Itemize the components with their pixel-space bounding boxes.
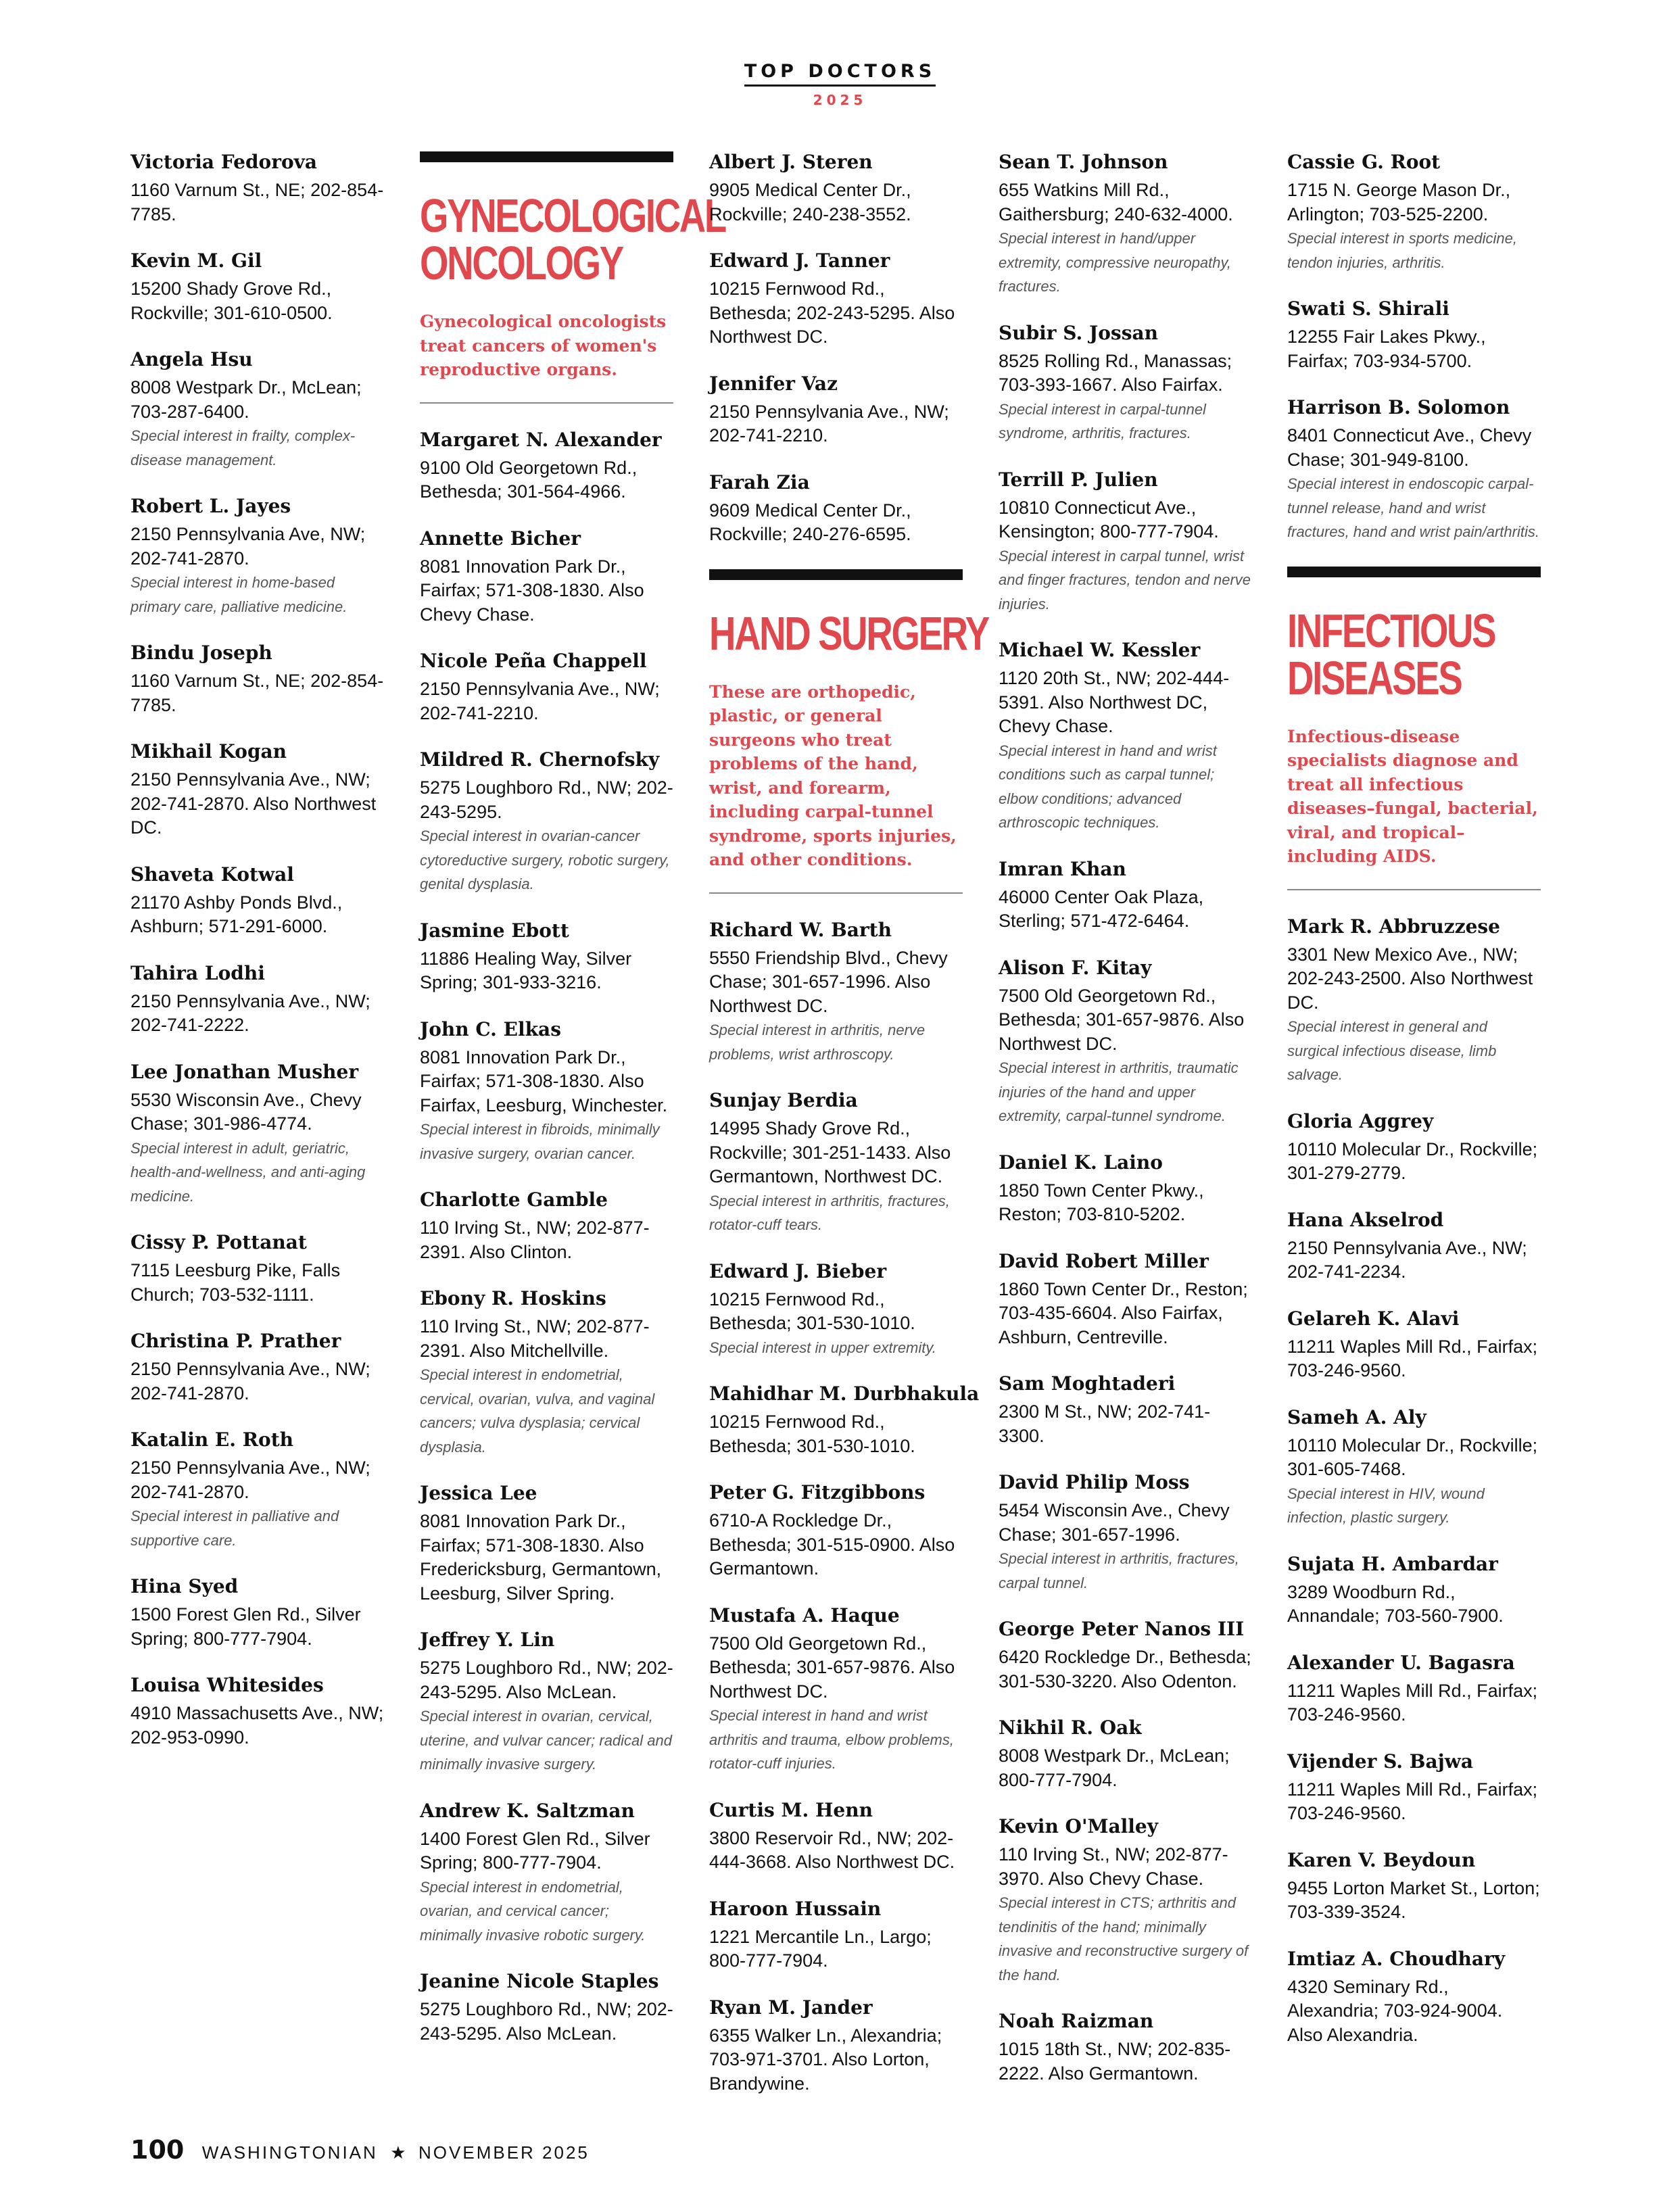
doctor-entry: [709, 1481, 963, 1581]
doctor-name: Louisa Whitesides: [130, 1674, 324, 1696]
doctor-name: Gelareh K. Alavi: [1287, 1307, 1460, 1330]
doctor-address: 110 Irving St., NW; 202-877-3970. Also Chevy Chase.: [999, 1844, 1228, 1889]
doctor-entry: [1287, 915, 1541, 1087]
doctor-address: 11211 Waples Mill Rd., Fairfax; 703-246-9560.: [1287, 1680, 1538, 1725]
doctor-entry: [420, 1188, 673, 1264]
star-icon: ★: [390, 2142, 406, 2163]
doctor-list: [130, 150, 384, 1750]
magazine-name: WASHINGTONIAN: [201, 2142, 378, 2163]
doctor-name: Alison F. Kitay: [999, 956, 1152, 979]
doctor-address: 9609 Medical Center Dr., Rockville; 240-276-6595.: [709, 500, 911, 544]
doctor-entry: [1287, 1750, 1541, 1826]
doctor-entry: [420, 1969, 673, 2046]
doctor-address: 46000 Center Oak Plaza, Sterling; 571-472-6464.: [999, 886, 1204, 931]
doctor-name: Alexander U. Bagasra: [1287, 1651, 1515, 1674]
doctor-name: Peter G. Fitzgibbons: [709, 1481, 926, 1504]
doctor-name: Andrew K. Saltzman: [420, 1799, 635, 1822]
doctor-address: 1860 Town Center Dr., Reston; 703-435-6604. Also Fairfax, Ashburn, Centreville.: [999, 1278, 1248, 1347]
doctor-address: 1715 N. George Mason Dr., Arlington; 703-525-2200.: [1287, 180, 1511, 224]
doctor-name: Michael W. Kessler: [999, 639, 1201, 661]
doctor-name: Harrison B. Solomon: [1287, 396, 1510, 418]
special-interest-note: Special interest in frailty, complex-disease management.: [130, 427, 356, 468]
doctor-name: Kevin M. Gil: [130, 249, 262, 272]
section-rule: [1287, 889, 1541, 890]
doctor-name: Sam Moghtaderi: [999, 1372, 1176, 1395]
doctor-name: Mark R. Abbruzzese: [1287, 915, 1500, 938]
doctor-address: 5550 Friendship Blvd., Chevy Chase; 301-657-1996. Also Northwest DC.: [709, 947, 948, 1016]
section-heading: [1287, 604, 1495, 704]
section-bar: [1287, 567, 1541, 577]
doctor-entry: [709, 1996, 963, 2096]
doctor-address: 9100 Old Georgetown Rd., Bethesda; 301-564-4966.: [420, 457, 638, 502]
doctor-name: Terrill P. Julien: [999, 468, 1158, 491]
special-interest-note: Special interest in carpal-tunnel syndrome, arthritis, fractures.: [999, 400, 1206, 441]
doctor-entry: [1287, 395, 1541, 544]
doctor-entry: [130, 249, 384, 325]
doctor-address: 5275 Loughboro Rd., NW; 202-243-5295. Also McLean.: [420, 1999, 673, 2044]
doctor-name: Karen V. Beydoun: [1287, 1848, 1476, 1871]
doctor-address: 1500 Forest Glen Rd., Silver Spring; 800-777-7904.: [130, 1604, 361, 1649]
doctor-address: 8081 Innovation Park Dr., Fairfax; 571-308-1830. Also Fairfax, Leesburg, Winchester.: [420, 1047, 668, 1115]
doctor-list: [1287, 150, 1541, 544]
doctor-address: 655 Watkins Mill Rd., Gaithersburg; 240-632-4000.: [999, 180, 1233, 224]
doctor-name: Jeanine Nicole Staples: [420, 1970, 659, 1992]
special-interest-note: Special interest in adult, geriatric, health-and-wellness, and anti-aging medicine.: [130, 1139, 366, 1205]
doctor-name: Shaveta Kotwal: [130, 863, 294, 886]
doctor-address: 1015 18th St., NW; 202-835-2222. Also Germantown.: [999, 2039, 1231, 2084]
doctor-name: Nikhil R. Oak: [999, 1716, 1142, 1739]
doctor-address: 10110 Molecular Dr., Rockville; 301-605-7468.: [1287, 1435, 1538, 1479]
doctor-address: 10215 Fernwood Rd., Bethesda; 202-243-5295. Also Northwest DC.: [709, 279, 955, 347]
column-5: [1287, 150, 1541, 2069]
doctor-entry: [420, 919, 673, 995]
doctor-entry: [999, 321, 1252, 446]
doctor-address: 10215 Fernwood Rd., Bethesda; 301-530-1010.: [709, 1289, 915, 1333]
doctor-address: 12255 Fair Lakes Pkwy., Fairfax; 703-934-5700.: [1287, 327, 1486, 371]
doctor-address: 3800 Reservoir Rd., NW; 202-444-3668. Also Northwest DC.: [709, 1827, 955, 1872]
doctor-name: Richard W. Barth: [709, 918, 892, 941]
doctor-entry: [420, 1017, 673, 1166]
doctor-entry: [130, 1428, 384, 1552]
section-heading: HAND SURGERY: [709, 606, 988, 660]
doctor-address: 8525 Rolling Rd., Manassas; 703-393-1667. Also Fairfax.: [999, 350, 1232, 395]
doctor-address: 2150 Pennsylvania Ave., NW; 202-741-2234.: [1287, 1237, 1527, 1282]
doctor-entry: [420, 428, 673, 504]
doctor-name: David Philip Moss: [999, 1471, 1190, 1493]
doctor-entry: [1287, 1552, 1541, 1629]
doctor-entry: [420, 1287, 673, 1459]
section-bar: [709, 569, 963, 580]
doctor-entry: [999, 1716, 1252, 1792]
doctor-name: Lee Jonathan Musher: [130, 1060, 359, 1083]
section-bar: [420, 151, 673, 162]
column-4: [999, 150, 1252, 2108]
doctor-name: Bindu Joseph: [130, 642, 272, 664]
doctor-name: Jasmine Ebott: [420, 919, 569, 942]
doctor-name: Noah Raizman: [999, 2010, 1154, 2032]
doctor-entry: [130, 863, 384, 939]
doctor-address: 1400 Forest Glen Rd., Silver Spring; 800-777-7904.: [420, 1828, 650, 1873]
doctor-address: 110 Irving St., NW; 202-877-2391. Also Mitchellville.: [420, 1316, 650, 1361]
doctor-address: 8081 Innovation Park Dr., Fairfax; 571-308-1830. Also Fredericksburg, Germantown, Leesburg, Silver Spring.: [420, 1511, 662, 1604]
doctor-entry: [999, 2009, 1252, 2086]
doctor-address: 7500 Old Georgetown Rd., Bethesda; 301-657-9876. Also Northwest DC.: [709, 1633, 955, 1702]
doctor-address: 11886 Healing Way, Silver Spring; 301-933-3216.: [420, 948, 632, 992]
special-interest-note: Special interest in hand/upper extremity, compressive neuropathy, fractures.: [999, 230, 1231, 295]
doctor-name: Mildred R. Chernofsky: [420, 748, 660, 771]
doctor-name: Curtis M. Henn: [709, 1798, 873, 1821]
special-interest-note: Special interest in arthritis, fractures, carpal tunnel.: [999, 1550, 1239, 1591]
doctor-name: Albert J. Steren: [709, 151, 873, 173]
doctor-entry: [130, 1329, 384, 1405]
section-description: These are orthopedic, plastic, or general surgeons who treat problems of the hand, wrist, and forearm, including carpal-tunnel syndrome, sports injuries, and other conditions.: [709, 681, 957, 869]
doctor-name: David Robert Miller: [999, 1249, 1209, 1272]
doctor-entry: [709, 1798, 963, 1875]
doctor-address: 6420 Rockledge Dr., Bethesda; 301-530-3220. Also Odenton.: [999, 1647, 1251, 1691]
column-2: [420, 150, 725, 2068]
infectious-diseases-header: [1287, 567, 1541, 890]
special-interest-note: Special interest in ovarian-cancer cytoreductive surgery, robotic surgery, genital dysplasia.: [420, 827, 670, 892]
doctor-name: Farah Zia: [709, 471, 810, 494]
section-rule: [709, 892, 963, 894]
page-footer: [130, 2135, 590, 2165]
section-description: Infectious-disease specialists diagnose and treat all infectious diseases–fungal, bacterial, viral, and tropical–including AIDS.: [1287, 726, 1538, 866]
doctor-entry: [999, 468, 1252, 617]
doctor-entry: [999, 150, 1252, 299]
doctor-name: Edward J. Tanner: [709, 249, 890, 272]
doctor-entry: [709, 372, 963, 448]
doctor-address: 10110 Molecular Dr., Rockville; 301-279-2779.: [1287, 1138, 1538, 1183]
doctor-name: Tahira Lodhi: [130, 961, 265, 984]
doctor-address: 2150 Pennsylvania Ave., NW; 202-741-2222.: [130, 990, 370, 1035]
doctor-list: [420, 428, 673, 2046]
doctor-name: Jennifer Vaz: [709, 372, 838, 395]
doctor-entry: [420, 748, 673, 896]
doctor-name: Vijender S. Bajwa: [1287, 1750, 1473, 1773]
doctor-name: Edward J. Bieber: [709, 1259, 887, 1282]
doctor-address: 7115 Leesburg Pike, Falls Church; 703-532-1111.: [130, 1260, 341, 1305]
section-heading-line: INFECTIOUS: [1287, 604, 1495, 657]
doctor-address: 5275 Loughboro Rd., NW; 202-243-5295.: [420, 777, 673, 822]
doctor-entry: [130, 494, 384, 619]
doctor-name: Victoria Fedorova: [130, 151, 318, 173]
doctor-list: [1287, 915, 1541, 2048]
doctor-entry: [130, 740, 384, 840]
doctor-name: Annette Bicher: [420, 527, 581, 550]
masthead: [0, 61, 1680, 108]
doctor-entry: [1287, 1947, 1541, 2048]
doctor-address: 2150 Pennsylvania Ave., NW; 202-741-2870.: [130, 1458, 370, 1502]
section-title: TOP DOCTORS: [744, 61, 936, 87]
doctor-address: 2150 Pennsylvania Ave., NW; 202-741-2210.: [709, 401, 949, 446]
section-heading-line: DISEASES: [1287, 651, 1462, 704]
doctor-entry: [1287, 1109, 1541, 1186]
section-heading-line: ONCOLOGY: [420, 237, 623, 289]
doctor-address: 1120 20th St., NW; 202-444-5391. Also Northwest DC, Chevy Chase.: [999, 668, 1230, 736]
doctor-address: 1160 Varnum St., NE; 202-854-7785.: [130, 671, 384, 715]
doctor-entry: [999, 1372, 1252, 1448]
doctor-entry: [130, 1574, 384, 1651]
special-interest-note: Special interest in arthritis, nerve problems, wrist arthroscopy.: [709, 1021, 926, 1063]
page-number: 100: [130, 2135, 185, 2165]
doctor-entry: [709, 150, 963, 226]
doctor-name: Sameh A. Aly: [1287, 1405, 1426, 1428]
doctor-entry: [999, 1470, 1252, 1595]
column-1: [130, 150, 384, 1772]
doctor-name: George Peter Nanos III: [999, 1618, 1245, 1640]
doctor-name: Angela Hsu: [130, 348, 253, 370]
doctor-name: Kevin O'Malley: [999, 1815, 1159, 1837]
doctor-name: Mustafa A. Haque: [709, 1604, 900, 1627]
doctor-address: 9905 Medical Center Dr., Rockville; 240-238-3552.: [709, 180, 911, 224]
special-interest-note: Special interest in hand and wrist arthritis and trauma, elbow problems, rotator-cuff injuries.: [709, 1707, 954, 1772]
doctor-name: Hina Syed: [130, 1575, 239, 1597]
doctor-name: Ebony R. Hoskins: [420, 1287, 606, 1309]
doctor-entry: [999, 857, 1252, 934]
doctor-name: Imtiaz A. Choudhary: [1287, 1947, 1506, 1970]
doctor-address: 1221 Mercantile Ln., Largo; 800-777-7904.: [709, 1926, 932, 1971]
doctor-address: 7500 Old Georgetown Rd., Bethesda; 301-657-9876. Also Northwest DC.: [999, 985, 1245, 1054]
doctor-address: 9455 Lorton Market St., Lorton; 703-339-3524.: [1287, 1877, 1540, 1922]
doctor-entry: [420, 1799, 673, 1948]
special-interest-note: Special interest in home-based primary care, palliative medicine.: [130, 574, 347, 615]
doctor-address: 5530 Wisconsin Ave., Chevy Chase; 301-986-4774.: [130, 1089, 362, 1134]
doctor-entry: [709, 249, 963, 350]
doctor-name: Daniel K. Laino: [999, 1151, 1163, 1174]
doctor-list: [999, 150, 1252, 2086]
gynecological-oncology-header: [420, 151, 725, 404]
doctor-address: 15200 Shady Grove Rd., Rockville; 301-610-0500.: [130, 279, 333, 323]
doctor-name: Mahidhar M. Durbhakula: [709, 1382, 980, 1405]
doctor-entry: [130, 1230, 384, 1307]
doctor-name: Mikhail Kogan: [130, 740, 287, 763]
doctor-entry: [999, 638, 1252, 835]
doctor-address: 8008 Westpark Dr., McLean; 800-777-7904.: [999, 1746, 1230, 1790]
doctor-address: 3289 Woodburn Rd., Annandale; 703-560-7900.: [1287, 1581, 1504, 1626]
section-rule: [420, 402, 673, 404]
hand-surgery-header: [709, 569, 988, 894]
doctor-entry: [1287, 297, 1541, 373]
doctor-entry: [1287, 1848, 1541, 1925]
doctor-entry: [420, 649, 673, 725]
doctor-name: Margaret N. Alexander: [420, 428, 662, 451]
doctor-address: 2150 Pennsylvania Ave, NW; 202-741-2870.: [130, 524, 366, 569]
doctor-address: 2150 Pennsylvania Ave., NW; 202-741-2870. Also Northwest DC.: [130, 769, 377, 838]
doctor-entry: [709, 1897, 963, 1973]
doctor-address: 5454 Wisconsin Ave., Chevy Chase; 301-657-1996.: [999, 1500, 1230, 1545]
doctor-entry: [709, 471, 963, 547]
doctor-address: 10215 Fernwood Rd., Bethesda; 301-530-1010.: [709, 1412, 915, 1456]
doctor-entry: [1287, 1208, 1541, 1284]
special-interest-note: Special interest in palliative and supportive care.: [130, 1508, 339, 1549]
special-interest-note: Special interest in hand and wrist conditions such as carpal tunnel; elbow conditions; advanced arthroscopic techniques.: [999, 742, 1217, 831]
special-interest-note: Special interest in endometrial, ovarian, and cervical cancer; minimally invasive robotic surgery.: [420, 1878, 646, 1944]
section-heading-line: GYNECOLOGICAL: [420, 189, 725, 242]
doctor-address: 4320 Seminary Rd., Alexandria; 703-924-9004. Also Alexandria.: [1287, 1976, 1503, 2045]
special-interest-note: Special interest in HIV, wound infection, plastic surgery.: [1287, 1485, 1485, 1526]
doctor-entry: [709, 1088, 963, 1237]
doctor-address: 10810 Connecticut Ave., Kensington; 800-777-7904.: [999, 497, 1219, 542]
doctor-entry: [709, 1259, 963, 1360]
doctor-address: 8008 Westpark Dr., McLean; 703-287-6400.: [130, 377, 362, 422]
special-interest-note: Special interest in endometrial, cervical, ovarian, vulva, and vaginal cancers; vulva dysplasia; cervical dysplasia.: [420, 1366, 655, 1456]
doctor-name: Sean T. Johnson: [999, 151, 1168, 173]
special-interest-note: Special interest in general and surgical infectious disease, limb salvage.: [1287, 1018, 1497, 1083]
doctor-name: Swati S. Shirali: [1287, 297, 1449, 320]
column-3: [709, 150, 988, 2118]
doctor-address: 5275 Loughboro Rd., NW; 202-243-5295. Also McLean.: [420, 1658, 673, 1702]
doctor-entry: [420, 1481, 673, 1606]
doctor-address: 2300 M St., NW; 202-741-3300.: [999, 1401, 1211, 1446]
doctor-address: 6355 Walker Ln., Alexandria; 703-971-3701. Also Lorton, Brandywine.: [709, 2025, 942, 2094]
doctor-entry: [130, 1060, 384, 1209]
doctor-address: 21170 Ashby Ponds Blvd., Ashburn; 571-291-6000.: [130, 892, 343, 936]
doctor-entry: [709, 1604, 963, 1776]
doctor-entry: [130, 347, 384, 472]
doctor-address: 1850 Town Center Pkwy., Reston; 703-810-5202.: [999, 1180, 1204, 1224]
doctor-name: Hana Akselrod: [1287, 1208, 1444, 1231]
special-interest-note: Special interest in upper extremity.: [709, 1339, 936, 1356]
doctor-name: Sunjay Berdia: [709, 1089, 858, 1111]
section-description: Gynecological oncologists treat cancers of women's reproductive organs.: [420, 312, 667, 379]
doctor-name: Ryan M. Jander: [709, 1996, 873, 2019]
doctor-name: Haroon Hussain: [709, 1897, 882, 1920]
doctor-name: Imran Khan: [999, 857, 1126, 880]
doctor-name: Cissy P. Pottanat: [130, 1231, 307, 1253]
doctor-name: Cassie G. Root: [1287, 151, 1441, 173]
doctor-entry: [420, 1628, 673, 1777]
doctor-entry: [130, 1673, 384, 1750]
doctor-address: 4910 Massachusetts Ave., NW; 202-953-0990.: [130, 1703, 384, 1748]
doctor-address: 110 Irving St., NW; 202-877-2391. Also Clinton.: [420, 1218, 650, 1262]
special-interest-note: Special interest in arthritis, fractures, rotator-cuff tears.: [709, 1192, 950, 1233]
doctor-name: John C. Elkas: [420, 1017, 561, 1040]
doctor-entry: [709, 1382, 980, 1458]
doctor-name: Subir S. Jossan: [999, 321, 1158, 344]
doctor-address: 3301 New Mexico Ave., NW; 202-243-2500. Also Northwest DC.: [1287, 944, 1533, 1013]
doctor-entry: [999, 956, 1252, 1128]
section-heading: [420, 189, 725, 289]
special-interest-note: Special interest in arthritis, traumatic injuries of the hand and upper extremity, carpal-tunnel syndrome.: [999, 1059, 1239, 1124]
doctor-name: Gloria Aggrey: [1287, 1109, 1434, 1132]
doctor-name: Robert L. Jayes: [130, 495, 291, 517]
doctor-entry: [1287, 1651, 1541, 1727]
special-interest-note: Special interest in sports medicine, tendon injuries, arthritis.: [1287, 230, 1517, 271]
doctor-entry: [130, 961, 384, 1038]
issue-date: NOVEMBER 2025: [418, 2142, 590, 2163]
doctor-address: 6710-A Rockledge Dr., Bethesda; 301-515-0900. Also Germantown.: [709, 1510, 955, 1579]
doctor-address: 2150 Pennsylvania Ave., NW; 202-741-2870.: [130, 1359, 370, 1403]
doctor-entry: [1287, 1405, 1541, 1530]
doctor-name: Jeffrey Y. Lin: [420, 1629, 555, 1651]
doctor-address: 2150 Pennsylvania Ave., NW; 202-741-2210.: [420, 679, 660, 723]
doctor-address: 8081 Innovation Park Dr., Fairfax; 571-308-1830. Also Chevy Chase.: [420, 556, 644, 625]
doctor-entry: [709, 918, 963, 1067]
doctor-name: Charlotte Gamble: [420, 1188, 608, 1211]
doctor-list: [709, 918, 980, 2096]
doctor-name: Katalin E. Roth: [130, 1428, 294, 1451]
doctor-name: Christina P. Prather: [130, 1330, 341, 1352]
doctor-entry: [999, 1249, 1252, 1350]
doctor-address: 8401 Connecticut Ave., Chevy Chase; 301-949-8100.: [1287, 425, 1532, 470]
special-interest-note: Special interest in ovarian, cervical, uterine, and vulvar cancer; radical and minimally invasive surgery.: [420, 1708, 672, 1773]
doctor-name: Nicole Peña Chappell: [420, 650, 647, 672]
doctor-entry: [999, 1617, 1252, 1693]
doctor-name: Sujata H. Ambardar: [1287, 1552, 1498, 1575]
doctor-entry: [1287, 1307, 1541, 1383]
doctor-address: 1160 Varnum St., NE; 202-854-7785.: [130, 180, 384, 224]
special-interest-note: Special interest in endoscopic carpal-tunnel release, hand and wrist fractures, hand and wrist pain/arthritis.: [1287, 475, 1539, 540]
special-interest-note: Special interest in fibroids, minimally invasive surgery, ovarian cancer.: [420, 1121, 660, 1162]
doctor-entry: [420, 527, 673, 627]
doctor-address: 11211 Waples Mill Rd., Fairfax; 703-246-9560.: [1287, 1336, 1538, 1380]
doctor-entry: [130, 150, 384, 226]
doctor-entry: [130, 641, 384, 717]
doctor-entry: [1287, 150, 1541, 274]
doctor-name: Jessica Lee: [420, 1482, 537, 1504]
doctor-list: [709, 150, 963, 547]
special-interest-note: Special interest in CTS; arthritis and tendinitis of the hand; minimally invasive and reconstructive surgery of the hand.: [999, 1894, 1249, 1983]
doctor-address: 11211 Waples Mill Rd., Fairfax; 703-246-9560.: [1287, 1779, 1538, 1823]
section-year: 2025: [813, 92, 867, 108]
special-interest-note: Special interest in carpal tunnel, wrist and finger fractures, tendon and nerve injuries.: [999, 547, 1251, 612]
doctor-entry: [999, 1151, 1252, 1227]
doctor-entry: [999, 1814, 1252, 1987]
doctor-address: 14995 Shady Grove Rd., Rockville; 301-251-1433. Also Germantown, Northwest DC.: [709, 1118, 951, 1186]
